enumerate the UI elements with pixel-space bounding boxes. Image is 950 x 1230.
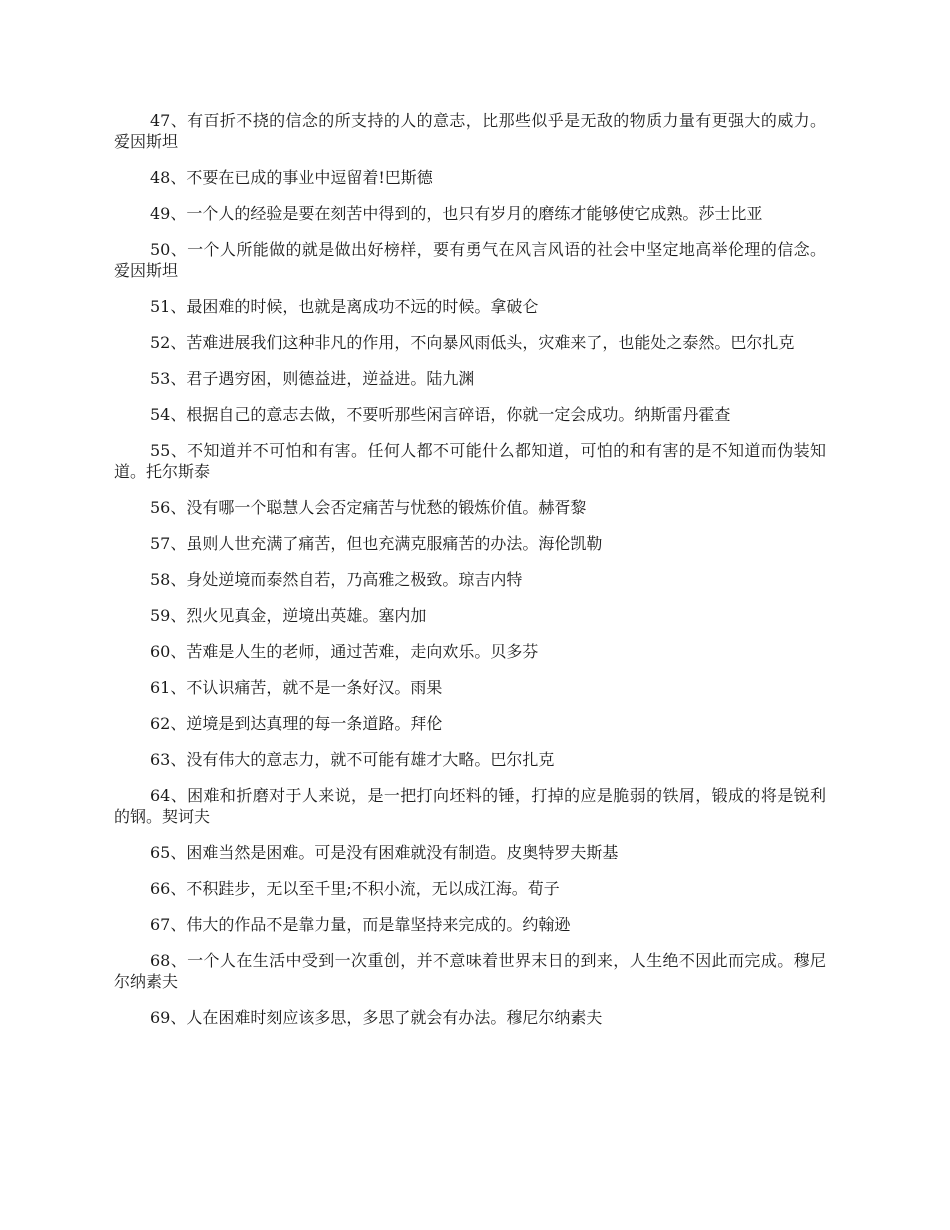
quote-50: 50、一个人所能做的就是做出好榜样，要有勇气在风言风语的社会中坚定地高举伦理的信念。爱因斯坦 xyxy=(114,240,826,280)
quote-65: 65、困难当然是困难。可是没有困难就没有制造。皮奥特罗夫斯基 xyxy=(150,843,619,862)
document-page xyxy=(114,110,826,1043)
quote-49: 49、一个人的经验是要在刻苦中得到的，也只有岁月的磨练才能够使它成熟。莎士比亚 xyxy=(150,204,763,223)
quote-54: 54、根据自己的意志去做，不要听那些闲言碎语，你就一定会成功。纳斯雷丹霍查 xyxy=(150,405,731,424)
quote-57: 57、虽则人世充满了痛苦，但也充满克服痛苦的办法。海伦凯勒 xyxy=(150,534,603,553)
quote-59: 59、烈火见真金，逆境出英雄。塞内加 xyxy=(150,606,427,625)
quote-52: 52、苦难进展我们这种非凡的作用，不向暴风雨低头，灾难来了，也能处之泰然。巴尔扎克 xyxy=(150,333,795,352)
quote-62: 62、逆境是到达真理的每一条道路。拜伦 xyxy=(150,714,443,733)
quote-47: 47、有百折不挠的信念的所支持的人的意志，比那些似乎是无敌的物质力量有更强大的威力。爱因斯坦 xyxy=(114,111,826,151)
quote-48: 48、不要在已成的事业中逗留着!巴斯德 xyxy=(150,168,433,187)
quote-68: 68、一个人在生活中受到一次重创，并不意味着世界末日的到来，人生绝不因此而完成。穆尼尔纳素夫 xyxy=(114,951,826,991)
quote-56: 56、没有哪一个聪慧人会否定痛苦与忧愁的锻炼价值。赫胥黎 xyxy=(150,498,587,517)
quote-67: 67、伟大的作品不是靠力量，而是靠坚持来完成的。约翰逊 xyxy=(150,915,571,934)
quote-66: 66、不积跬步，无以至千里;不积小流，无以成江海。荀子 xyxy=(150,879,560,898)
quote-64: 64、困难和折磨对于人来说，是一把打向坯料的锤，打掉的应是脆弱的铁屑，锻成的将是锐利的钢。契诃夫 xyxy=(114,786,826,826)
quote-69: 69、人在困难时刻应该多思，多思了就会有办法。穆尼尔纳素夫 xyxy=(150,1008,603,1027)
quote-58: 58、身处逆境而泰然自若，乃高雅之极致。琼吉内特 xyxy=(150,570,523,589)
quote-51: 51、最困难的时候，也就是离成功不远的时候。拿破仑 xyxy=(150,297,539,316)
quote-60: 60、苦难是人生的老师，通过苦难，走向欢乐。贝多芬 xyxy=(150,642,539,661)
quote-53: 53、君子遇穷困，则德益进，逆益进。陆九渊 xyxy=(150,369,475,388)
quote-61: 61、不认识痛苦，就不是一条好汉。雨果 xyxy=(150,678,443,697)
quote-63: 63、没有伟大的意志力，就不可能有雄才大略。巴尔扎克 xyxy=(150,750,555,769)
quote-55: 55、不知道并不可怕和有害。任何人都不可能什么都知道，可怕的和有害的是不知道而伪装知道。托尔斯泰 xyxy=(114,441,826,481)
